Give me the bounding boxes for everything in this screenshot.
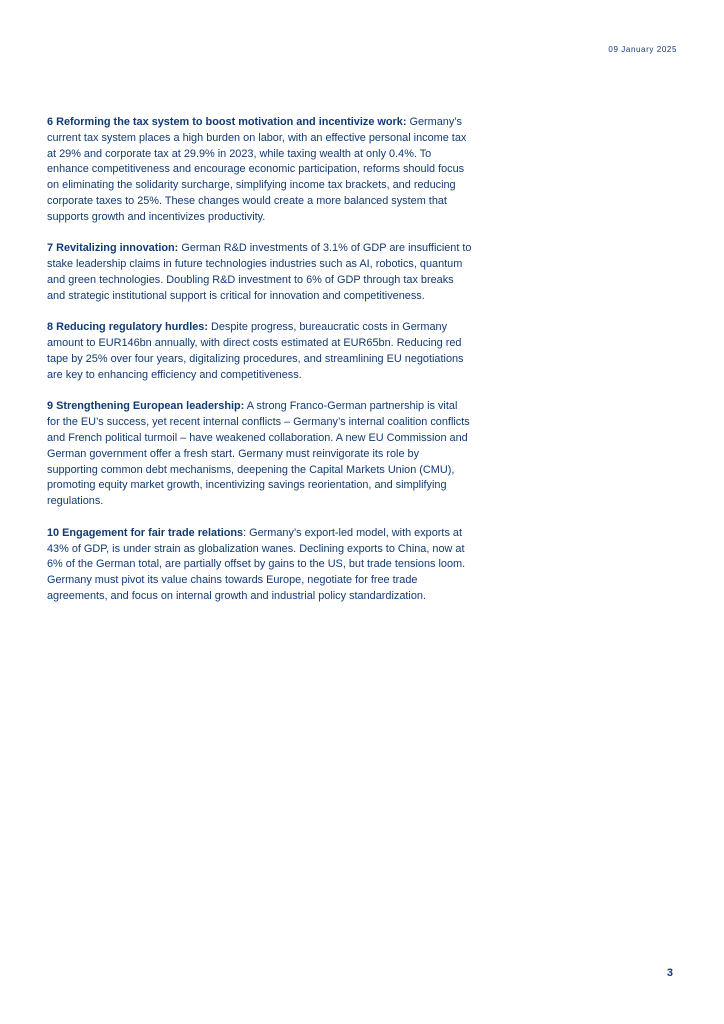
section-body: Germany’s current tax system places a high burden on labor, with an effective personal income tax at 29% and corporate tax at 29.9% in 2023, while taxing wealth at only 0.4%. To enhance competitiveness and encourage economic participation, reforms should focus on eliminating the solidarity surcharge, simplifying income tax brackets, and reducing corporate taxes to 25%. These changes would create a more balanced system that supports growth and incentivizes productivity. — [47, 116, 467, 223]
report-date: 09 January 2025 — [608, 45, 677, 54]
section-body: German R&D investments of 3.1% of GDP are insufficient to stake leadership claims in future technologies industries such as AI, robotics, quantum and green technologies. Doubling R&D investment to 6% of GDP through tax breaks and strategic institutional support is critical for innovation and competitiveness. — [47, 242, 472, 302]
section-european-leadership — [47, 399, 472, 510]
section-tax-reform — [47, 115, 472, 226]
section-body: : Germany’s export-led model, with exports at 43% of GDP, is under strain as globalization wanes. Declining exports to China, now at 6% of the German total, are partially offset by gains to the US, but trade tensions loom. Germany must pivot its value chains towards Europe, negotiate for free trade agreements, and focus on internal growth and industrial policy standardization. — [47, 526, 466, 602]
section-heading: 9 Strengthening European leadership: — [47, 400, 245, 413]
section-body: A strong Franco-German partnership is vital for the EU’s success, yet recent internal conflicts – Germany’s internal coalition conflicts and French political turmoil – have weakened collaboration. A new EU Commission and German government offer a fresh start. Germany must reinvigorate its role by supporting common debt mechanisms, deepening the Capital Markets Union (CMU), promoting equity market growth, incentivizing savings reorientation, and simplifying regulations. — [47, 400, 470, 508]
section-heading: 7 Revitalizing innovation: — [47, 242, 179, 255]
section-body: Despite progress, bureaucratic costs in Germany amount to EUR146bn annually, with direct costs estimated at EUR65bn. Reducing red tape by 25% over four years, digitalizing procedures, and streamlining EU negotiations are key to enhancing efficiency and competitiveness. — [47, 321, 464, 381]
section-heading: 8 Reducing regulatory hurdles: — [47, 321, 208, 334]
document-body — [47, 115, 472, 621]
section-innovation — [47, 241, 472, 304]
section-heading: 10 Engagement for fair trade relations — [47, 526, 244, 539]
page-number: 3 — [666, 967, 673, 979]
section-regulatory-hurdles — [47, 320, 472, 383]
section-fair-trade — [47, 526, 472, 605]
section-heading: 6 Reforming the tax system to boost motivation and incentivize work: — [47, 116, 407, 128]
